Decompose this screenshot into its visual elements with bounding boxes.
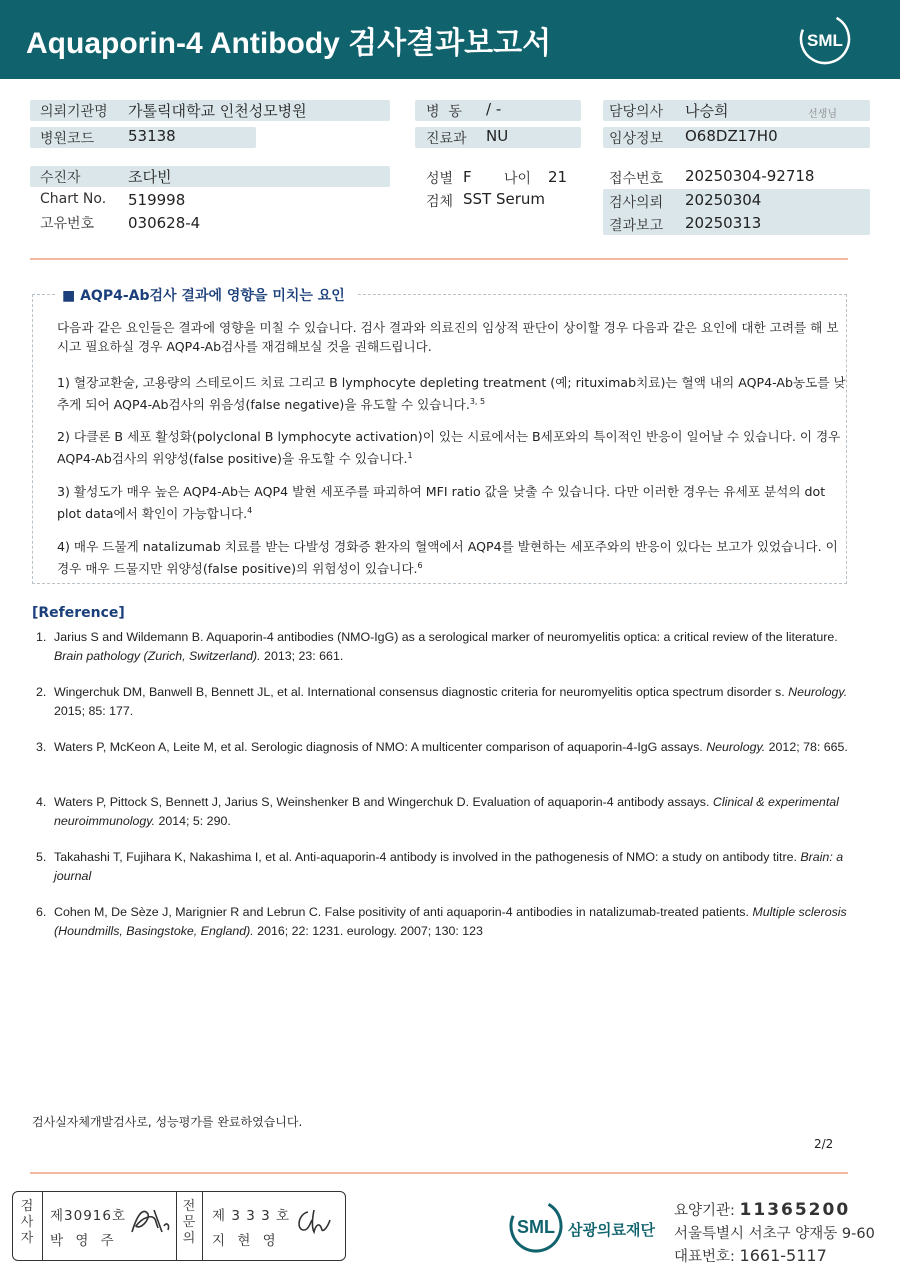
notice-item [57, 427, 847, 468]
stamp-divider [202, 1191, 203, 1260]
footer-divider [30, 1172, 848, 1174]
notice-item-sup: 4 [247, 506, 253, 515]
reference-number: 4. [36, 795, 47, 809]
reference-number: 6. [36, 905, 47, 919]
reference-tail: 2013; 23: 661. [260, 649, 344, 663]
reference-item [36, 793, 856, 831]
institution-value: 가톨릭대학교 인천성모병원 [128, 102, 307, 120]
inspector-signature-icon [128, 1204, 174, 1238]
reference-number: 3. [36, 740, 47, 754]
sex-value: F [463, 168, 472, 186]
address: 서울특별시 서초구 양재동 9-60 [674, 1226, 875, 1242]
reference-journal: Brain pathology (Zurich, Switzerland). [54, 649, 261, 663]
doctor-value: 나승희 [685, 102, 729, 120]
page-number: 2/2 [814, 1137, 834, 1151]
reference-journal: Neurology. [706, 740, 766, 754]
reference-heading: [Reference] [32, 605, 125, 621]
chart-no-label: Chart No. [40, 191, 107, 207]
notice-item-sup: 1 [407, 451, 413, 460]
specialist-name: 지 현 영 [212, 1233, 280, 1249]
reference-item [36, 628, 856, 666]
chart-no-value: 519998 [128, 191, 186, 209]
specialist-license: 제 3 3 3 호 [212, 1208, 291, 1224]
reference-tail: 2014; 5: 290. [155, 814, 231, 828]
department-label: 진료과 [426, 131, 467, 147]
divider [30, 258, 848, 260]
age-value: 21 [548, 168, 568, 186]
reference-text: Jarius S and Wildemann B. Aquaporin-4 antibodies (NMO-IgG) as a serological marker of neuromyelitis optica: a critical review of the literature. [54, 630, 838, 644]
reference-item [36, 683, 856, 721]
inspector-label: 검사자 [20, 1199, 34, 1246]
notice-title: ■ AQP4-Ab검사 결과에 영향을 미치는 요인 [56, 285, 357, 305]
institution-code-label: 요양기관: [674, 1203, 735, 1219]
report-value: 20250313 [685, 214, 762, 232]
notice-item-text: 1) 혈장교환술, 고용량의 스테로이드 치료 그리고 B lymphocyte depleting treatment (예; rituximab치료)는 혈액 내의 AQP4-Ab농도를 낮추게 되어 AQP4-Ab검사의 위음성(false negative)을 유도할 수 있습니다. [57, 375, 846, 413]
clinical-info-value: O68DZ17H0 [685, 127, 778, 145]
patient-bar [30, 166, 390, 187]
validation-note: 검사실자체개발검사로, 성능평가를 완료하였습니다. [32, 1115, 303, 1129]
reference-text: Wingerchuk DM, Banwell B, Bennett JL, et al. International consensus diagnostic criteria for neuromyelitis optica spectrum disorder s. [54, 685, 789, 699]
phone-label: 대표번호: [674, 1249, 735, 1265]
ward-value: / - [486, 100, 502, 118]
reference-tail: 2016; 22: 1231. eurology. 2007; 130: 123 [253, 924, 483, 938]
unique-no-label: 고유번호 [40, 216, 95, 232]
report-label: 결과보고 [609, 218, 664, 234]
sex-label: 성별 [426, 171, 454, 187]
stamp-divider [42, 1191, 43, 1260]
phone [674, 1245, 827, 1266]
org-name: 삼광의료재단 [568, 1221, 655, 1239]
patient-value: 조다빈 [128, 168, 172, 186]
receipt-no-value: 20250304-92718 [685, 167, 815, 185]
notice-item [57, 373, 847, 414]
patient-label: 수진자 [40, 170, 81, 186]
reference-text: Takahashi T, Fujihara K, Nakashima I, et al. Anti-aquaporin-4 antibody is involved in the pathogenesis of NMO: a study on antibody titre. [54, 850, 801, 864]
department-value: NU [486, 127, 509, 145]
svg-text:SML: SML [517, 1217, 555, 1237]
reference-number: 1. [36, 630, 47, 644]
notice-intro: 다음과 같은 요인들은 결과에 영향을 미칠 수 있습니다. 검사 결과와 의료진의 임상적 판단이 상이할 경우 다음과 같은 요인에 대한 고려를 해 보시고 필요하실 경우 AQP4-Ab검사를 재검해보실 것을 권해드립니다. [57, 320, 839, 354]
sml-logo-icon [798, 12, 852, 66]
reference-text: Waters P, McKeon A, Leite M, et al. Serologic diagnosis of NMO: A multicenter comparison of aquaporin-4-IgG assays. [54, 740, 707, 754]
request-value: 20250304 [685, 191, 762, 209]
age-label: 나이 [504, 171, 532, 187]
reference-number: 2. [36, 685, 47, 699]
reference-item [36, 738, 856, 757]
svg-text:SML: SML [807, 31, 843, 50]
ward-label: 병 동 [426, 104, 462, 120]
notice-item [57, 482, 847, 523]
clinical-info-label: 임상정보 [609, 131, 664, 147]
reference-tail: 2012; 78: 665. [765, 740, 848, 754]
doctor-suffix: 선생님 [808, 109, 837, 120]
reference-text: Waters P, Pittock S, Bennett J, Jarius S, Weinshenker B and Wingerchuk D. Evaluation of aquaporin-4 antibody assays. [54, 795, 713, 809]
reference-journal: Brain: a journal [54, 850, 844, 883]
inspector-name: 박 영 주 [50, 1233, 118, 1249]
specimen-value: SST Serum [463, 190, 546, 208]
sml-org-logo-icon [508, 1197, 564, 1255]
reference-text: Cohen M, De Sèze J, Marignier R and Lebrun C. False positivity of anti aquaporin-4 antibodies in natalizumab-treated patients. [54, 905, 753, 919]
report-title: Aquaporin-4 Antibody 검사결과보고서 [26, 27, 552, 60]
specimen-label: 검체 [426, 194, 454, 210]
doctor-label: 담당의사 [609, 104, 664, 120]
inspector-license: 제30916호 [50, 1208, 127, 1224]
notice-item [57, 537, 847, 578]
reference-tail: 2015; 85: 177. [54, 704, 134, 718]
receipt-no-label: 접수번호 [609, 171, 664, 187]
phone-value: 1661-5117 [739, 1246, 827, 1265]
reference-journal: Neurology. [788, 685, 848, 699]
institution-code-value: 11365200 [739, 1200, 851, 1220]
notice-item-text: 4) 매우 드물게 natalizumab 치료를 받는 다발성 경화증 환자의 혈액에서 AQP4를 발현하는 세포주와의 반응이 있다는 보고가 있었습니다. 이 경우 매우 드물지만 위양성(false positive)의 위험성이 있습니다. [57, 539, 838, 577]
request-label: 검사의뢰 [609, 195, 664, 211]
notice-item-text: 3) 활성도가 매우 높은 AQP4-Ab는 AQP4 발현 세포주를 파괴하여 MFI ratio 값을 낮출 수 있습니다. 다만 이러한 경우는 유세포 분석의 dot plot data에서 확인이 가능합니다. [57, 484, 826, 522]
reference-item [36, 848, 856, 886]
reference-journal: Multiple sclerosis (Houndmills, Basingstoke, England). [54, 905, 847, 938]
reference-item [36, 903, 856, 941]
institution-label: 의뢰기관명 [40, 104, 108, 120]
notice-item-sup: 6 [417, 561, 423, 570]
hospital-code-value: 53138 [128, 127, 176, 145]
stamp-divider [176, 1191, 177, 1260]
notice-item-text: 2) 다클론 B 세포 활성화(polyclonal B lymphocyte activation)이 있는 시료에서는 B세포와의 특이적인 반응이 일어날 수 있습니다. 이 경우 AQP4-Ab검사의 위양성(false positive)을 유도할 수 있습니다. [57, 429, 841, 467]
reference-journal: Clinical & experimental neuroimmunology. [54, 795, 839, 828]
institution-code [674, 1199, 850, 1220]
specialist-label: 전문의 [182, 1199, 196, 1246]
hospital-code-label: 병원코드 [40, 131, 95, 147]
notice-item-sup: 3, 5 [469, 397, 486, 406]
reference-number: 5. [36, 850, 47, 864]
specialist-signature-icon [292, 1206, 338, 1238]
unique-no-value: 030628-4 [128, 214, 201, 232]
